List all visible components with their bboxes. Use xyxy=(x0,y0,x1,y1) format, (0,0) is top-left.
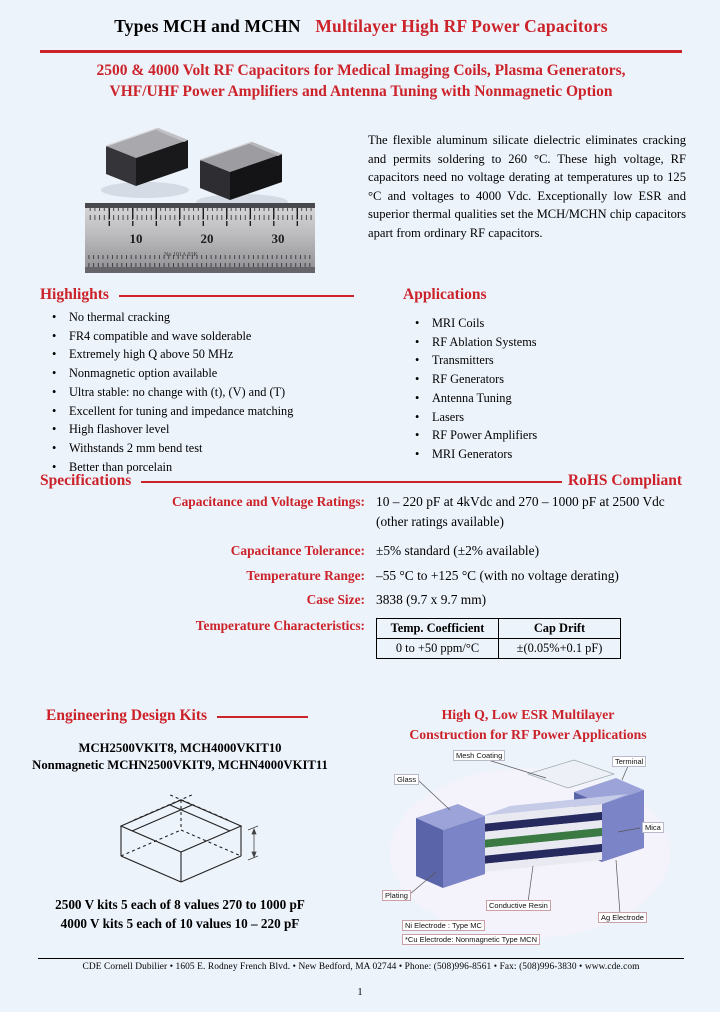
application-text: Lasers xyxy=(432,409,465,424)
kit-contents-notes xyxy=(28,896,332,933)
list-item xyxy=(52,439,372,458)
temp-characteristics-table xyxy=(376,618,621,659)
ruler-image xyxy=(85,203,315,273)
spec-row xyxy=(40,492,685,531)
temp-table-value-drift: ±(0.05%+0.1 pF) xyxy=(499,638,621,658)
kit-note-2500v: 2500 V kits 5 each of 8 values 270 to 1000 pF xyxy=(55,897,305,912)
construction-title-line2: Construction for RF Power Applications xyxy=(409,727,647,742)
bullet-icon: • xyxy=(415,446,420,461)
kits-rule xyxy=(217,716,308,718)
label-ni-electrode: Ni Electrode : Type MC xyxy=(402,920,485,931)
specifications-rule xyxy=(141,481,562,483)
application-text: RF Generators xyxy=(432,372,505,387)
highlight-text: No thermal cracking xyxy=(69,310,171,324)
spec-row xyxy=(40,566,685,586)
list-item xyxy=(52,383,372,402)
kits-heading xyxy=(46,707,314,725)
list-item xyxy=(415,314,680,333)
spec-value: 3838 (9.7 x 9.7 mm) xyxy=(376,592,487,607)
list-item xyxy=(52,308,372,327)
bullet-icon: • xyxy=(415,428,420,443)
bullet-icon: • xyxy=(415,353,420,368)
list-item xyxy=(52,327,372,346)
chip-1 xyxy=(106,128,188,186)
construction-title-line1: High Q, Low ESR Multilayer xyxy=(441,707,615,722)
applications-title: Applications xyxy=(403,286,487,303)
header-title-black: Types MCH and MCHN xyxy=(114,16,301,36)
list-item xyxy=(52,364,372,383)
footer-contact-line: CDE Cornell Dubilier • 1605 E. Rodney French Blvd. • New Bedford, MA 02744 • Phone: (508)996-8561 • Fax: (508)996-3830 • www.cde.com xyxy=(82,962,640,972)
applications-heading xyxy=(403,286,680,304)
label-conductive-resin: Conductive Resin xyxy=(486,900,551,911)
bullet-icon: • xyxy=(52,366,57,381)
page-title-line2: VHF/UHF Power Amplifiers and Antenna Tuning with Nonmagnetic Option xyxy=(109,83,613,100)
ruler-photo xyxy=(85,203,315,278)
list-item xyxy=(52,402,372,421)
highlights-rule xyxy=(119,295,354,297)
highlight-text: Withstands 2 mm bend test xyxy=(69,440,203,455)
chip-wireframe xyxy=(96,778,266,893)
page-title xyxy=(40,60,682,102)
list-item xyxy=(415,333,680,352)
ruler-number-10: 10 xyxy=(129,231,143,246)
highlight-text: Extremely high Q above 50 MHz xyxy=(69,347,234,362)
kit-note-4000v: 4000 V kits 5 each of 10 values 10 – 220 pF xyxy=(60,915,300,931)
spec-row xyxy=(40,590,685,610)
list-item xyxy=(52,345,372,364)
spec-label: Capacitance Tolerance: xyxy=(230,543,365,558)
bullet-icon: • xyxy=(52,347,57,362)
label-mesh-coating: Mesh Coating xyxy=(453,750,505,761)
spec-row xyxy=(40,616,685,659)
application-text: RF Power Amplifiers xyxy=(432,428,538,443)
list-item xyxy=(415,445,680,464)
list-item xyxy=(52,420,372,439)
spec-label: Case Size: xyxy=(306,592,365,607)
spec-value: –55 °C to +125 °C (with no voltage derating) xyxy=(376,567,619,583)
applications-list xyxy=(415,314,680,464)
list-item xyxy=(415,426,680,445)
rohs-compliant-label: RoHS Compliant xyxy=(567,472,682,489)
highlight-text: Excellent for tuning and impedance matching xyxy=(69,403,294,418)
bullet-icon: • xyxy=(415,390,420,405)
temp-table-header-drift: Cap Drift xyxy=(499,618,621,638)
label-mica: Mica xyxy=(642,822,664,833)
label-ag-electrode: Ag Electrode xyxy=(598,912,647,923)
temp-table-value-coefficient: 0 to +50 ppm/°C xyxy=(377,638,499,658)
ruler-number-30: 30 xyxy=(271,231,285,246)
bullet-icon: • xyxy=(52,384,57,399)
bullet-icon: • xyxy=(52,459,57,474)
chip-capacitors-image xyxy=(100,112,300,212)
application-text: Transmitters xyxy=(432,353,494,368)
spec-value: 10 – 220 pF at 4kVdc and 270 – 1000 pF at 2500 Vdc (other ratings available) xyxy=(376,494,665,529)
kits-title: Engineering Design Kits xyxy=(46,707,208,724)
list-item xyxy=(415,370,680,389)
spec-label: Capacitance and Voltage Ratings: xyxy=(171,494,365,509)
construction-diagram xyxy=(378,748,682,960)
list-item xyxy=(415,389,680,408)
ruler-number-20: 20 xyxy=(200,231,214,246)
bullet-icon: • xyxy=(415,372,420,387)
highlight-text: Better than porcelain xyxy=(69,459,173,474)
kit-model-numbers xyxy=(28,740,332,774)
intro-paragraph: The flexible aluminum silicate dielectric eliminates cracking and permits soldering to 260 °C. These high voltage, RF capacitors need no voltage derating at temperatures up to 125 °C and voltages to 4000 Vdc. Exceptionally low ESR and superior thermal qualities set the MCH/MCHN chip capacitors apart from ordinary RF capacitors. xyxy=(368,133,686,240)
bullet-icon: • xyxy=(52,328,57,343)
page-header xyxy=(40,16,682,37)
spec-value: ±5% standard (±2% available) xyxy=(376,543,540,558)
highlights-list xyxy=(52,308,372,476)
label-cu-electrode: *Cu Electrode: Nonmagnetic Type MCN xyxy=(402,934,540,945)
chip-capacitors-photo xyxy=(100,112,300,217)
specifications-heading xyxy=(40,472,682,490)
bullet-icon: • xyxy=(52,310,57,324)
chip-2 xyxy=(200,142,282,200)
chip-outline-drawing xyxy=(96,778,266,898)
kit-models-line1: MCH2500VKIT8, MCH4000VKIT10 xyxy=(78,741,282,755)
highlights-title: Highlights xyxy=(40,286,109,303)
spec-label: Temperature Characteristics: xyxy=(195,617,365,633)
bullet-icon: • xyxy=(415,409,420,424)
terminal-left xyxy=(416,804,485,888)
specifications-title: Specifications xyxy=(40,472,132,489)
application-text: MRI Generators xyxy=(432,446,513,461)
bullet-icon: • xyxy=(415,334,420,349)
page-title-line1: 2500 & 4000 Volt RF Capacitors for Medical Imaging Coils, Plasma Generators, xyxy=(96,62,626,79)
spec-row xyxy=(40,541,685,561)
bullet-icon: • xyxy=(52,403,57,418)
list-item xyxy=(415,351,680,370)
bullet-icon: • xyxy=(415,316,420,330)
highlights-heading xyxy=(40,286,360,304)
construction-heading xyxy=(372,705,684,745)
highlight-text: Nonmagnetic option available xyxy=(69,366,218,381)
header-divider xyxy=(40,50,682,53)
bullet-icon: • xyxy=(52,422,57,437)
footer-divider xyxy=(38,958,684,959)
label-terminal: Terminal xyxy=(612,756,646,767)
application-text: MRI Coils xyxy=(432,316,485,330)
label-glass: Glass xyxy=(394,774,419,785)
application-text: RF Ablation Systems xyxy=(432,334,537,349)
bullet-icon: • xyxy=(52,440,57,455)
highlight-text: FR4 compatible and wave solderable xyxy=(69,328,252,343)
label-plating: Plating xyxy=(382,890,411,901)
spec-label: Temperature Range: xyxy=(246,567,365,583)
list-item xyxy=(415,408,680,427)
header-title-red: Multilayer High RF Power Capacitors xyxy=(315,16,608,36)
kit-models-line2: Nonmagnetic MCHN2500VKIT9, MCHN4000VKIT11 xyxy=(32,758,328,772)
page-number: 1 xyxy=(357,987,363,998)
highlight-text: High flashover level xyxy=(69,422,170,437)
application-text: Antenna Tuning xyxy=(432,390,512,405)
temp-table-header-coefficient: Temp. Coefficient xyxy=(377,618,499,638)
highlight-text: Ultra stable: no change with (t), (V) and (T) xyxy=(69,384,286,399)
specifications-body xyxy=(40,492,685,659)
